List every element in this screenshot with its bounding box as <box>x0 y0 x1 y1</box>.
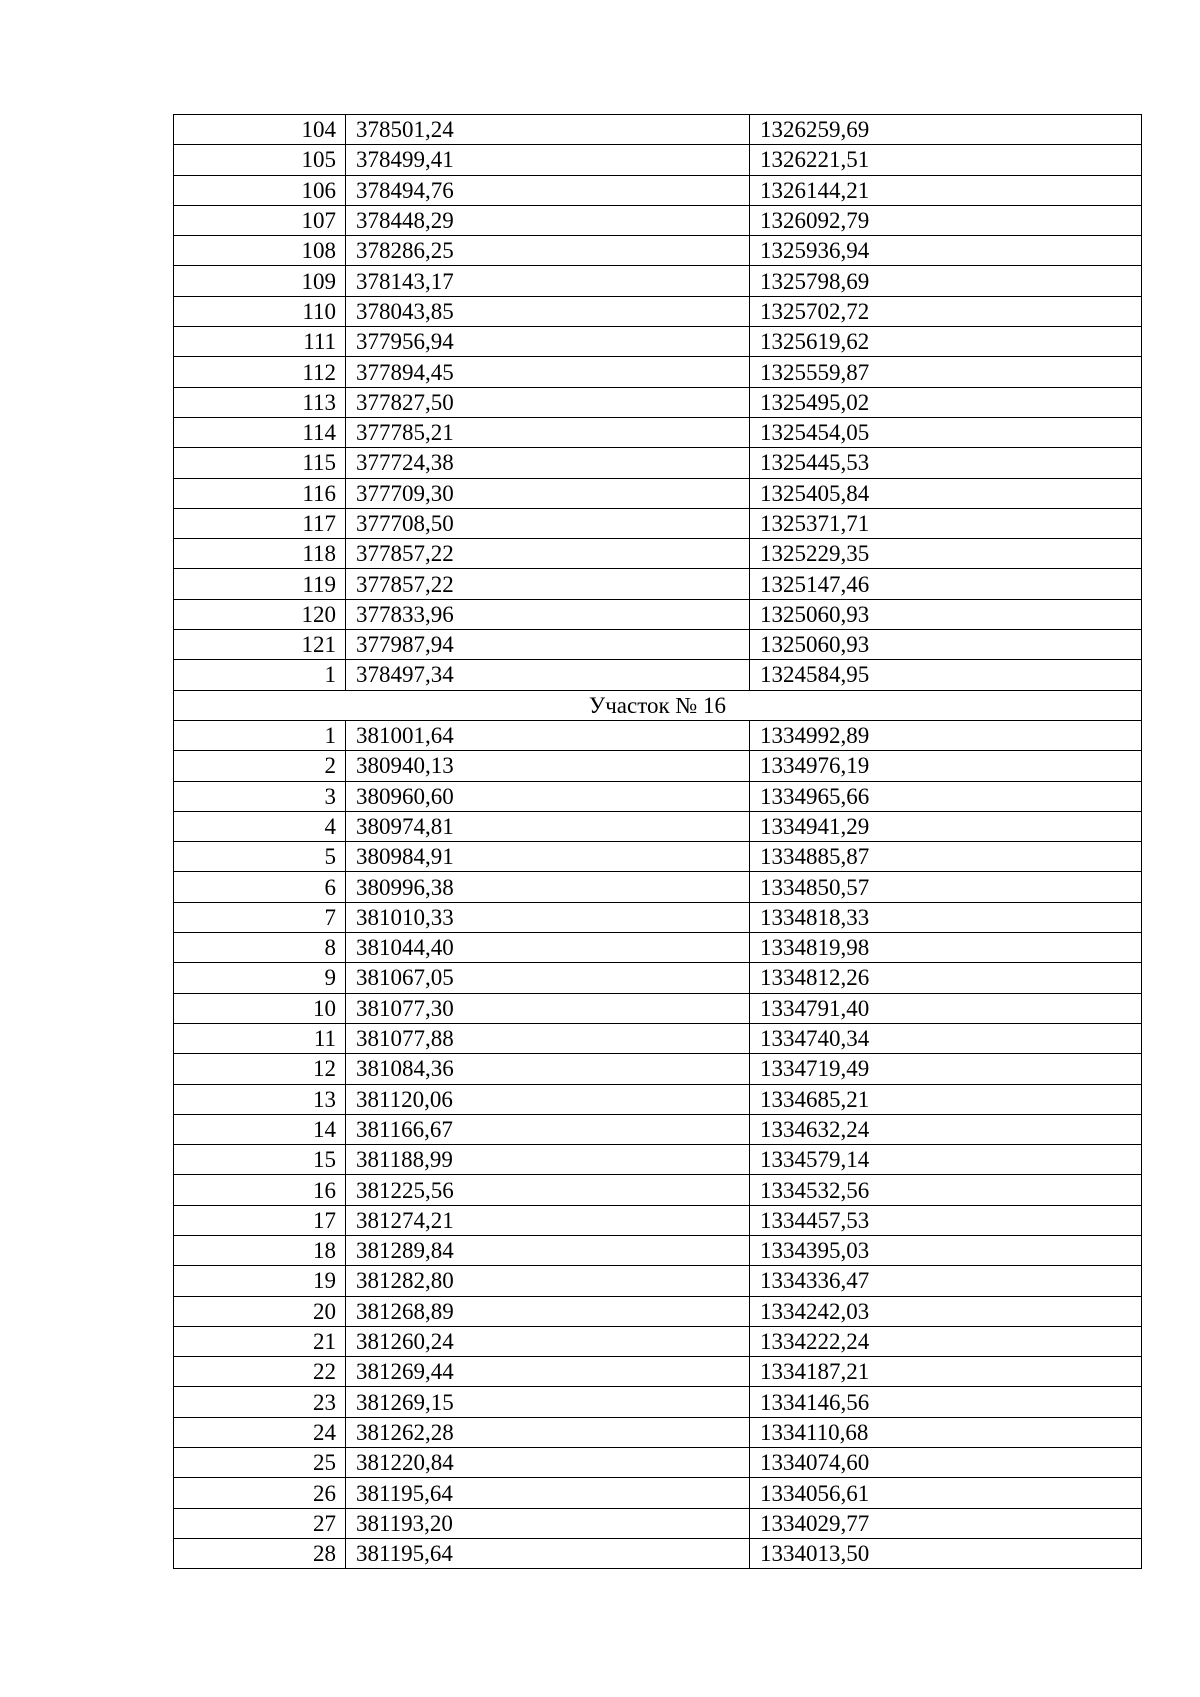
y-coordinate-cell: 1334791,40 <box>750 993 1142 1023</box>
point-number-cell: 116 <box>174 478 346 508</box>
table-row <box>174 781 1142 811</box>
x-coordinate-cell: 377827,50 <box>346 387 750 417</box>
y-coordinate-cell: 1334074,60 <box>750 1448 1142 1478</box>
table-row <box>174 205 1142 235</box>
y-coordinate-cell: 1334187,21 <box>750 1357 1142 1387</box>
y-coordinate-cell: 1325405,84 <box>750 478 1142 508</box>
x-coordinate-cell: 381001,64 <box>346 720 750 750</box>
x-coordinate-cell: 378497,34 <box>346 660 750 690</box>
point-number-cell: 1 <box>174 720 346 750</box>
y-coordinate-cell: 1325702,72 <box>750 296 1142 326</box>
point-number-cell: 2 <box>174 751 346 781</box>
section-title: Участок № 16 <box>174 690 1142 720</box>
x-coordinate-cell: 378499,41 <box>346 145 750 175</box>
point-number-cell: 13 <box>174 1084 346 1114</box>
table-row <box>174 630 1142 660</box>
x-coordinate-cell: 377857,22 <box>346 569 750 599</box>
table-row <box>174 1326 1142 1356</box>
y-coordinate-cell: 1334992,89 <box>750 720 1142 750</box>
x-coordinate-cell: 381067,05 <box>346 963 750 993</box>
point-number-cell: 18 <box>174 1235 346 1265</box>
y-coordinate-cell: 1334965,66 <box>750 781 1142 811</box>
y-coordinate-cell: 1325454,05 <box>750 417 1142 447</box>
x-coordinate-cell: 377987,94 <box>346 630 750 660</box>
x-coordinate-cell: 381084,36 <box>346 1054 750 1084</box>
x-coordinate-cell: 380996,38 <box>346 872 750 902</box>
table-row <box>174 1175 1142 1205</box>
point-number-cell: 7 <box>174 902 346 932</box>
y-coordinate-cell: 1334685,21 <box>750 1084 1142 1114</box>
table-row <box>174 1084 1142 1114</box>
x-coordinate-cell: 378494,76 <box>346 175 750 205</box>
y-coordinate-cell: 1334395,03 <box>750 1235 1142 1265</box>
x-coordinate-cell: 380960,60 <box>346 781 750 811</box>
point-number-cell: 12 <box>174 1054 346 1084</box>
point-number-cell: 23 <box>174 1387 346 1417</box>
point-number-cell: 11 <box>174 1023 346 1053</box>
table-row <box>174 478 1142 508</box>
y-coordinate-cell: 1334818,33 <box>750 902 1142 932</box>
table-row <box>174 145 1142 175</box>
point-number-cell: 27 <box>174 1508 346 1538</box>
y-coordinate-cell: 1326259,69 <box>750 115 1142 145</box>
y-coordinate-cell: 1334110,68 <box>750 1417 1142 1447</box>
table-row <box>174 1266 1142 1296</box>
x-coordinate-cell: 381077,88 <box>346 1023 750 1053</box>
y-coordinate-cell: 1334242,03 <box>750 1296 1142 1326</box>
point-number-cell: 112 <box>174 357 346 387</box>
x-coordinate-cell: 381044,40 <box>346 933 750 963</box>
point-number-cell: 118 <box>174 539 346 569</box>
point-number-cell: 106 <box>174 175 346 205</box>
y-coordinate-cell: 1325445,53 <box>750 448 1142 478</box>
point-number-cell: 107 <box>174 205 346 235</box>
table-row <box>174 933 1142 963</box>
table-row <box>174 569 1142 599</box>
table-row <box>174 1235 1142 1265</box>
x-coordinate-cell: 381193,20 <box>346 1508 750 1538</box>
point-number-cell: 1 <box>174 660 346 690</box>
x-coordinate-cell: 381282,80 <box>346 1266 750 1296</box>
point-number-cell: 114 <box>174 417 346 447</box>
point-number-cell: 16 <box>174 1175 346 1205</box>
table-row <box>174 660 1142 690</box>
point-number-cell: 113 <box>174 387 346 417</box>
table-row <box>174 266 1142 296</box>
point-number-cell: 22 <box>174 1357 346 1387</box>
table-row <box>174 1417 1142 1447</box>
x-coordinate-cell: 377833,96 <box>346 599 750 629</box>
y-coordinate-cell: 1334579,14 <box>750 1145 1142 1175</box>
y-coordinate-cell: 1334976,19 <box>750 751 1142 781</box>
table-row <box>174 327 1142 357</box>
table-row <box>174 175 1142 205</box>
table-row <box>174 1478 1142 1508</box>
point-number-cell: 21 <box>174 1326 346 1356</box>
y-coordinate-cell: 1326144,21 <box>750 175 1142 205</box>
x-coordinate-cell: 381010,33 <box>346 902 750 932</box>
table-row <box>174 1508 1142 1538</box>
y-coordinate-cell: 1334740,34 <box>750 1023 1142 1053</box>
x-coordinate-cell: 381274,21 <box>346 1205 750 1235</box>
x-coordinate-cell: 381120,06 <box>346 1084 750 1114</box>
y-coordinate-cell: 1334532,56 <box>750 1175 1142 1205</box>
y-coordinate-cell: 1334632,24 <box>750 1114 1142 1144</box>
coordinates-table <box>173 114 1142 1569</box>
point-number-cell: 8 <box>174 933 346 963</box>
y-coordinate-cell: 1326092,79 <box>750 205 1142 235</box>
table-row <box>174 963 1142 993</box>
table-row <box>174 1054 1142 1084</box>
x-coordinate-cell: 381188,99 <box>346 1145 750 1175</box>
point-number-cell: 108 <box>174 236 346 266</box>
x-coordinate-cell: 378286,25 <box>346 236 750 266</box>
point-number-cell: 4 <box>174 811 346 841</box>
table-row <box>174 1023 1142 1053</box>
x-coordinate-cell: 380940,13 <box>346 751 750 781</box>
x-coordinate-cell: 377956,94 <box>346 327 750 357</box>
point-number-cell: 24 <box>174 1417 346 1447</box>
point-number-cell: 119 <box>174 569 346 599</box>
point-number-cell: 20 <box>174 1296 346 1326</box>
point-number-cell: 14 <box>174 1114 346 1144</box>
y-coordinate-cell: 1334056,61 <box>750 1478 1142 1508</box>
y-coordinate-cell: 1334029,77 <box>750 1508 1142 1538</box>
table-row <box>174 508 1142 538</box>
y-coordinate-cell: 1325936,94 <box>750 236 1142 266</box>
table-row <box>174 1296 1142 1326</box>
x-coordinate-cell: 377857,22 <box>346 539 750 569</box>
x-coordinate-cell: 380974,81 <box>346 811 750 841</box>
table-row <box>174 1357 1142 1387</box>
point-number-cell: 5 <box>174 842 346 872</box>
table-row <box>174 1205 1142 1235</box>
x-coordinate-cell: 378501,24 <box>346 115 750 145</box>
point-number-cell: 111 <box>174 327 346 357</box>
x-coordinate-cell: 377708,50 <box>346 508 750 538</box>
y-coordinate-cell: 1334457,53 <box>750 1205 1142 1235</box>
y-coordinate-cell: 1325060,93 <box>750 630 1142 660</box>
y-coordinate-cell: 1325798,69 <box>750 266 1142 296</box>
point-number-cell: 117 <box>174 508 346 538</box>
table-row <box>174 448 1142 478</box>
y-coordinate-cell: 1334850,57 <box>750 872 1142 902</box>
y-coordinate-cell: 1325619,62 <box>750 327 1142 357</box>
point-number-cell: 9 <box>174 963 346 993</box>
x-coordinate-cell: 381220,84 <box>346 1448 750 1478</box>
y-coordinate-cell: 1334146,56 <box>750 1387 1142 1417</box>
point-number-cell: 3 <box>174 781 346 811</box>
y-coordinate-cell: 1324584,95 <box>750 660 1142 690</box>
table-row <box>174 417 1142 447</box>
section-header-row <box>174 690 1142 720</box>
x-coordinate-cell: 381260,24 <box>346 1326 750 1356</box>
table-row <box>174 236 1142 266</box>
table-row <box>174 296 1142 326</box>
y-coordinate-cell: 1334812,26 <box>750 963 1142 993</box>
x-coordinate-cell: 381269,44 <box>346 1357 750 1387</box>
x-coordinate-cell: 378448,29 <box>346 205 750 235</box>
x-coordinate-cell: 381269,15 <box>346 1387 750 1417</box>
x-coordinate-cell: 377785,21 <box>346 417 750 447</box>
point-number-cell: 25 <box>174 1448 346 1478</box>
point-number-cell: 26 <box>174 1478 346 1508</box>
y-coordinate-cell: 1325559,87 <box>750 357 1142 387</box>
table-row <box>174 872 1142 902</box>
point-number-cell: 105 <box>174 145 346 175</box>
table-row <box>174 902 1142 932</box>
table-row <box>174 1114 1142 1144</box>
table-row <box>174 1448 1142 1478</box>
y-coordinate-cell: 1325147,46 <box>750 569 1142 599</box>
x-coordinate-cell: 378143,17 <box>346 266 750 296</box>
table-row <box>174 751 1142 781</box>
table-row <box>174 115 1142 145</box>
x-coordinate-cell: 381262,28 <box>346 1417 750 1447</box>
point-number-cell: 15 <box>174 1145 346 1175</box>
point-number-cell: 109 <box>174 266 346 296</box>
y-coordinate-cell: 1325060,93 <box>750 599 1142 629</box>
x-coordinate-cell: 381289,84 <box>346 1235 750 1265</box>
point-number-cell: 28 <box>174 1538 346 1568</box>
y-coordinate-cell: 1334941,29 <box>750 811 1142 841</box>
y-coordinate-cell: 1325371,71 <box>750 508 1142 538</box>
point-number-cell: 115 <box>174 448 346 478</box>
x-coordinate-cell: 377709,30 <box>346 478 750 508</box>
x-coordinate-cell: 381166,67 <box>346 1114 750 1144</box>
y-coordinate-cell: 1325229,35 <box>750 539 1142 569</box>
table-row <box>174 599 1142 629</box>
y-coordinate-cell: 1334719,49 <box>750 1054 1142 1084</box>
x-coordinate-cell: 381077,30 <box>346 993 750 1023</box>
table-row <box>174 1538 1142 1568</box>
y-coordinate-cell: 1326221,51 <box>750 145 1142 175</box>
y-coordinate-cell: 1325495,02 <box>750 387 1142 417</box>
coordinates-table-body <box>174 115 1142 1569</box>
x-coordinate-cell: 378043,85 <box>346 296 750 326</box>
y-coordinate-cell: 1334336,47 <box>750 1266 1142 1296</box>
point-number-cell: 17 <box>174 1205 346 1235</box>
x-coordinate-cell: 381195,64 <box>346 1538 750 1568</box>
table-row <box>174 1145 1142 1175</box>
x-coordinate-cell: 377894,45 <box>346 357 750 387</box>
point-number-cell: 6 <box>174 872 346 902</box>
x-coordinate-cell: 380984,91 <box>346 842 750 872</box>
table-row <box>174 357 1142 387</box>
x-coordinate-cell: 381195,64 <box>346 1478 750 1508</box>
x-coordinate-cell: 381268,89 <box>346 1296 750 1326</box>
y-coordinate-cell: 1334819,98 <box>750 933 1142 963</box>
table-row <box>174 993 1142 1023</box>
point-number-cell: 10 <box>174 993 346 1023</box>
point-number-cell: 110 <box>174 296 346 326</box>
table-row <box>174 720 1142 750</box>
table-row <box>174 1387 1142 1417</box>
point-number-cell: 104 <box>174 115 346 145</box>
point-number-cell: 120 <box>174 599 346 629</box>
x-coordinate-cell: 377724,38 <box>346 448 750 478</box>
point-number-cell: 121 <box>174 630 346 660</box>
table-row <box>174 842 1142 872</box>
table-row <box>174 811 1142 841</box>
point-number-cell: 19 <box>174 1266 346 1296</box>
y-coordinate-cell: 1334013,50 <box>750 1538 1142 1568</box>
y-coordinate-cell: 1334885,87 <box>750 842 1142 872</box>
table-row <box>174 387 1142 417</box>
y-coordinate-cell: 1334222,24 <box>750 1326 1142 1356</box>
table-row <box>174 539 1142 569</box>
x-coordinate-cell: 381225,56 <box>346 1175 750 1205</box>
